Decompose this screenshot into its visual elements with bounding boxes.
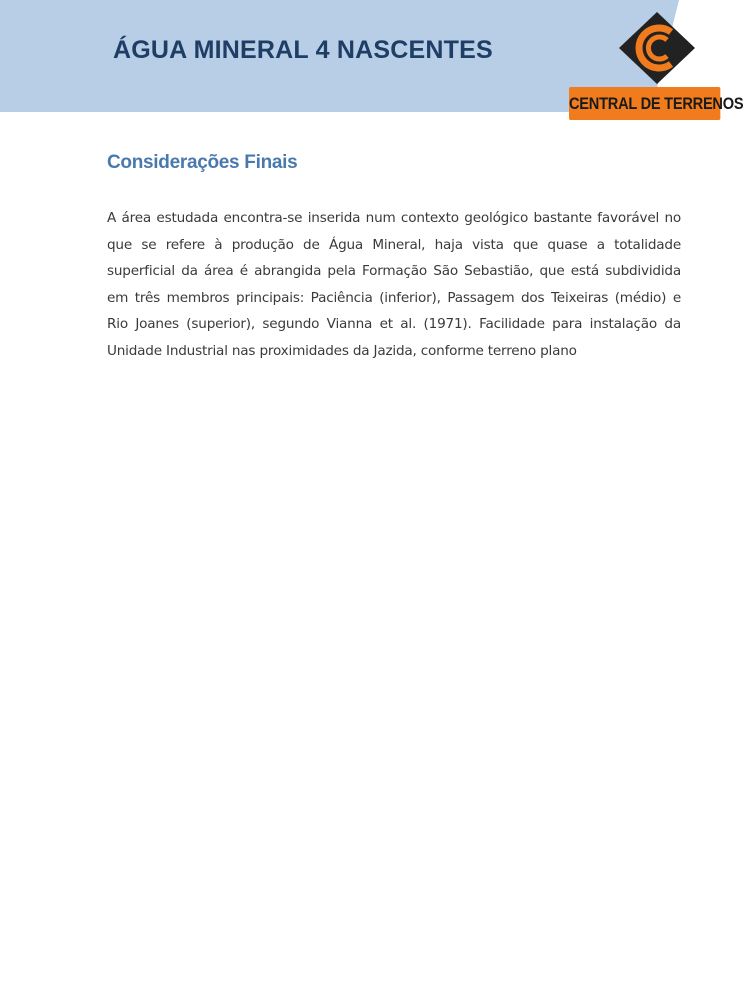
body-paragraph: A área estudada encontra-se inserida num contexto geológico bastante favorável no que se refere à produção de Água Mineral, haja vista que quase a totalidade superficial da área é abrangida pela Formação São Sebastião, que está subdividida em três membros principais: Paciência (inferior), Passagem dos Teixeiras (médio) e Rio Joanes (superior), segundo Vianna et al. (1971). Facilidade para instalação da Unidade Industrial nas proximidades da Jazida, conforme terreno plano (107, 210, 681, 359)
document-title: ÁGUA MINERAL 4 NASCENTES (113, 36, 493, 64)
brand-name-label: CENTRAL DE TERRENOS (569, 87, 720, 120)
c-diamond-logo-icon (616, 10, 698, 86)
section-heading: Considerações Finais (107, 152, 298, 173)
